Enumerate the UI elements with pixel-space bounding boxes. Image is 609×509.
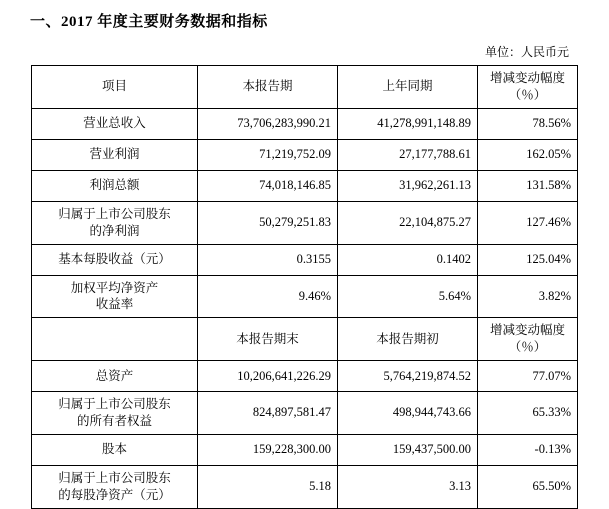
- column-header-change: [478, 318, 578, 361]
- table-row: [32, 392, 578, 435]
- row-value-change: 65.50%: [478, 465, 578, 508]
- row-label-line1: 归属于上市公司股东: [58, 206, 171, 221]
- table-header-row-1: [32, 66, 578, 109]
- table-row: [32, 108, 578, 139]
- row-value-current: 71,219,752.09: [198, 139, 338, 170]
- table-row: [32, 170, 578, 201]
- row-value-current: 50,279,251.83: [198, 201, 338, 244]
- row-value-change: 3.82%: [478, 275, 578, 318]
- row-label: 基本每股收益（元）: [32, 244, 198, 275]
- row-value-change: 162.05%: [478, 139, 578, 170]
- row-label: 总资产: [32, 361, 198, 392]
- table-row: [32, 244, 578, 275]
- row-value-change: 127.46%: [478, 201, 578, 244]
- document-page: [0, 10, 609, 502]
- table-row: [32, 139, 578, 170]
- row-label: 股本: [32, 434, 198, 465]
- column-header-prior-period: 上年同期: [338, 66, 478, 109]
- row-value-previous: 0.1402: [338, 244, 478, 275]
- row-label-line2: 的净利润: [89, 223, 140, 238]
- column-header-change-line1: 增减变动幅度: [489, 323, 565, 338]
- row-value-previous: 5.64%: [338, 275, 478, 318]
- row-value-current: 0.3155: [198, 244, 338, 275]
- row-value-previous: 3.13: [338, 465, 478, 508]
- row-label-line1: 加权平均净资产: [70, 280, 159, 295]
- row-value-change: 65.33%: [478, 392, 578, 435]
- column-header-period-end: 本报告期末: [198, 318, 338, 361]
- page-title: 一、2017 年度主要财务数据和指标: [30, 14, 268, 30]
- row-value-previous: 31,962,261.13: [338, 170, 478, 201]
- row-label-line1: 归属于上市公司股东: [58, 397, 171, 411]
- row-label: 营业总收入: [32, 108, 198, 139]
- table-row: [32, 201, 578, 244]
- row-value-current: 824,897,581.47: [198, 392, 338, 435]
- column-header-change-line1: 增减变动幅度: [489, 71, 565, 85]
- table-row: [32, 434, 578, 465]
- row-label-line1: 归属于上市公司股东: [58, 470, 171, 485]
- column-header-change-line2: （％）: [508, 340, 547, 355]
- row-value-previous: 5,764,219,874.52: [338, 361, 478, 392]
- row-value-current: 5.18: [198, 465, 338, 508]
- table-row: [32, 275, 578, 318]
- row-value-change: 131.58%: [478, 170, 578, 201]
- row-value-previous: 27,177,788.61: [338, 139, 478, 170]
- table-row: [32, 465, 578, 508]
- row-label: [32, 201, 198, 244]
- row-value-current: 159,228,300.00: [198, 434, 338, 465]
- row-value-change: 78.56%: [478, 108, 578, 139]
- column-header-change: [478, 66, 578, 109]
- row-value-previous: 498,944,743.66: [338, 392, 478, 435]
- column-header-item: 项目: [32, 66, 198, 109]
- row-value-current: 9.46%: [198, 275, 338, 318]
- row-label: [32, 392, 198, 435]
- row-label: 利润总额: [32, 170, 198, 201]
- row-value-previous: 22,104,875.27: [338, 201, 478, 244]
- row-label: 营业利润: [32, 139, 198, 170]
- column-header-blank: [32, 318, 198, 361]
- row-value-current: 74,018,146.85: [198, 170, 338, 201]
- row-value-current: 10,206,641,226.29: [198, 361, 338, 392]
- row-label-line2: 收益率: [95, 297, 134, 312]
- table-row: [32, 361, 578, 392]
- row-value-previous: 159,437,500.00: [338, 434, 478, 465]
- financial-summary-table: [31, 65, 578, 509]
- column-header-current-period: 本报告期: [198, 66, 338, 109]
- row-value-change: 125.04%: [478, 244, 578, 275]
- row-label: [32, 465, 198, 508]
- row-value-change: -0.13%: [478, 434, 578, 465]
- row-value-previous: 41,278,991,148.89: [338, 108, 478, 139]
- row-value-current: 73,706,283,990.21: [198, 108, 338, 139]
- column-header-period-begin: 本报告期初: [338, 318, 478, 361]
- column-header-change-line2: （％）: [508, 87, 547, 102]
- unit-note: 单位：人民币元: [484, 45, 569, 59]
- row-label-line2: 的每股净资产（元）: [58, 487, 171, 502]
- row-label: [32, 275, 198, 318]
- row-label-line2: 的所有者权益: [76, 413, 152, 428]
- row-value-change: 77.07%: [478, 361, 578, 392]
- table-header-row-2: [32, 318, 578, 361]
